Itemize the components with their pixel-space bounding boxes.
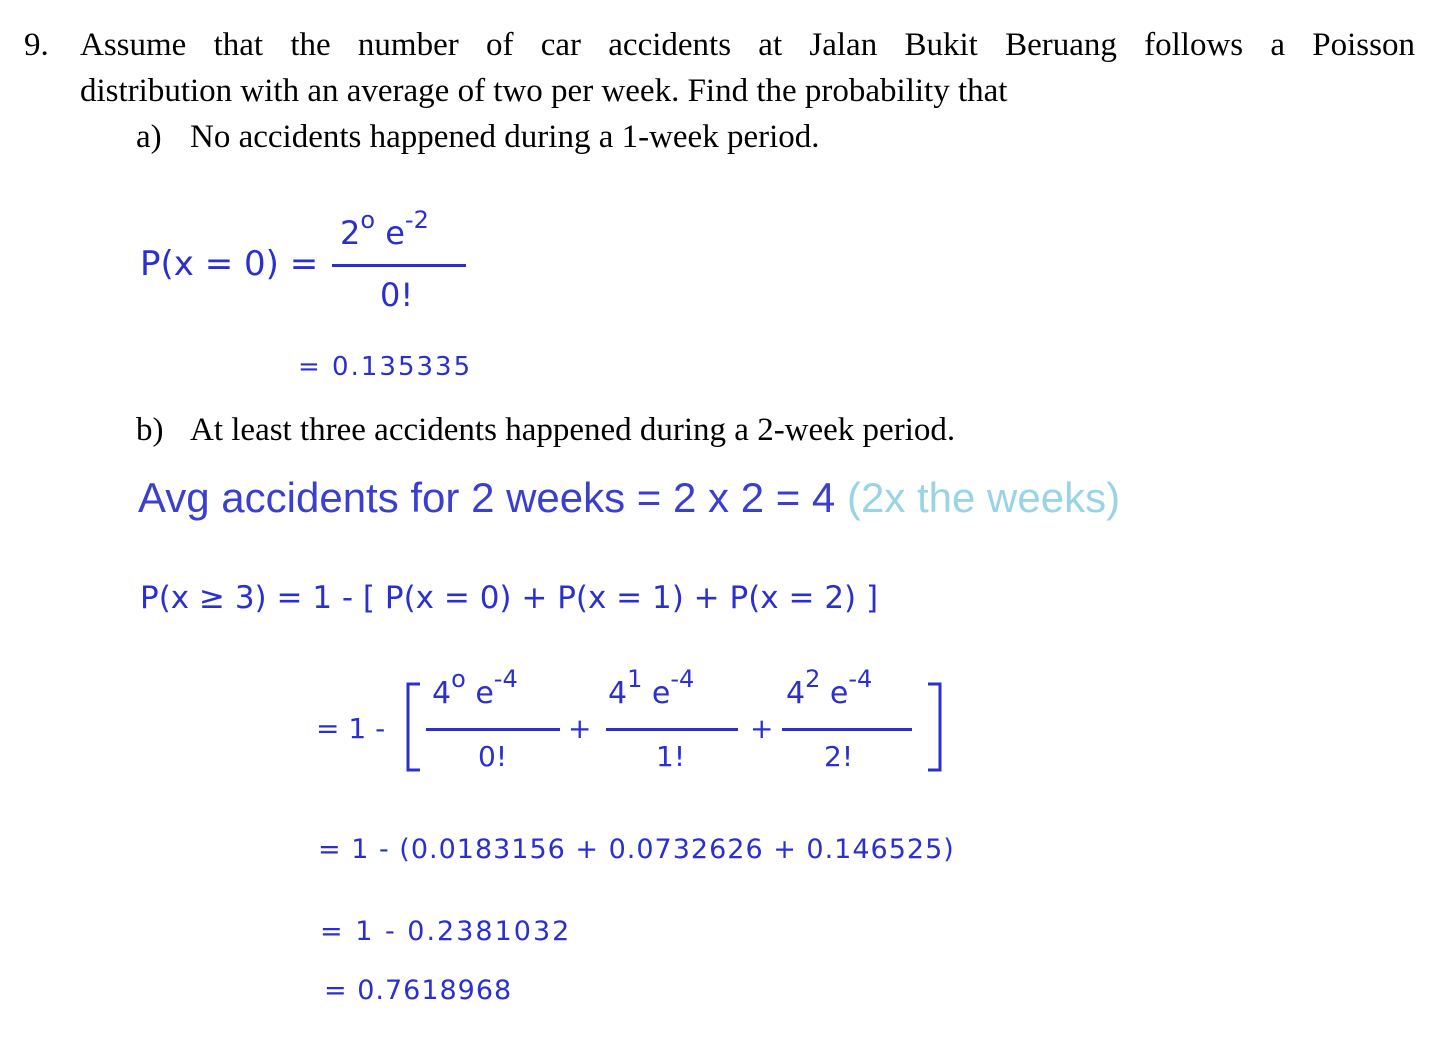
- term-2-numerator: $4^1$ $e^{-4}$: [608, 665, 695, 711]
- part-a-denominator: 0!: [380, 276, 414, 314]
- avg-accidents-note: (2x the weeks): [846, 474, 1121, 521]
- part-a-label: a): [136, 119, 162, 155]
- plus-1: +: [568, 712, 592, 745]
- left-bracket: [402, 682, 426, 774]
- plus-2: +: [750, 712, 774, 745]
- question-line-1: Assume that the number of car accidents at Jalan Bukit Beruang follows a Poisson: [80, 27, 1415, 63]
- avg-accidents-main: Avg accidents for 2 weeks = 2 x 2 = 4: [138, 474, 836, 521]
- part-b-line-4: = 1 - 0.2381032: [320, 916, 572, 947]
- term-2-fraction-bar: [606, 728, 738, 731]
- part-b-eq-prefix: = 1 -: [316, 712, 386, 745]
- part-a-fraction-bar: [332, 264, 466, 267]
- term-2-denominator: 1!: [656, 740, 686, 773]
- part-a-numerator: 2$^o$ $e^{-2}$: [340, 206, 429, 252]
- part-b-line-5: = 0.7618968: [324, 975, 513, 1006]
- part-a-lhs: P(x = 0) =: [140, 244, 319, 284]
- part-b-line-3: = 1 - (0.0183156 + 0.0732626 + 0.146525): [318, 834, 955, 865]
- part-b-text: At least three accidents happened during a 2-week period.: [190, 412, 956, 448]
- part-b-line-1: P(x ≥ 3) = 1 - [ P(x = 0) + P(x = 1) + P(x = 2) ]: [140, 580, 879, 616]
- part-b-label: b): [136, 412, 164, 448]
- avg-accidents-line: [138, 474, 1120, 522]
- term-3-fraction-bar: [782, 728, 912, 731]
- term-1-numerator: 4$^o$ $e^{-4}$: [432, 665, 518, 711]
- term-3-numerator: $4^2$ $e^{-4}$: [786, 665, 873, 711]
- right-bracket: [922, 682, 946, 774]
- question-number: 9.: [24, 27, 49, 63]
- part-a-text: No accidents happened during a 1-week period.: [190, 119, 820, 155]
- question-line-2: distribution with an average of two per week. Find the probability that: [80, 73, 1008, 109]
- term-1-fraction-bar: [426, 728, 560, 731]
- part-a-result: = 0.135335: [298, 352, 473, 382]
- term-1-denominator: 0!: [478, 740, 508, 773]
- term-3-denominator: 2!: [824, 740, 854, 773]
